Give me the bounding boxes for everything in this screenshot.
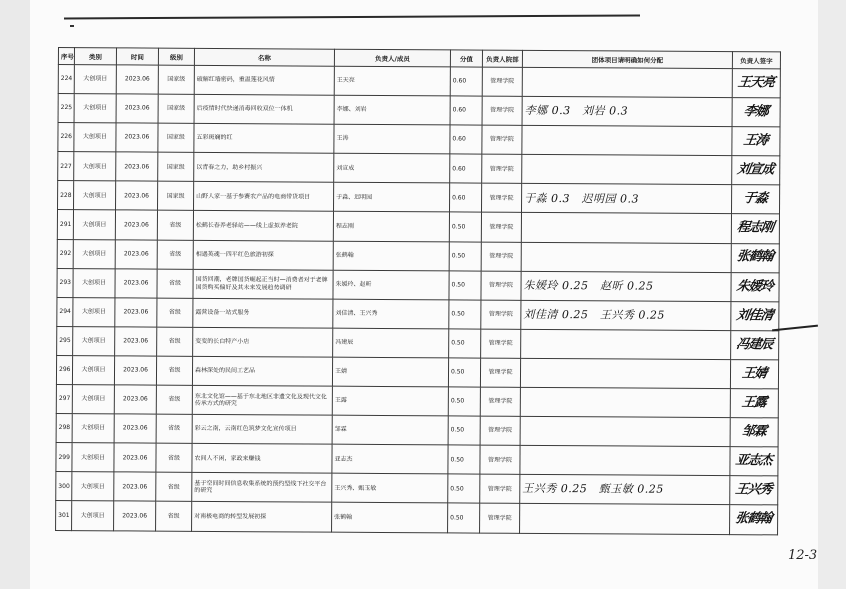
table-row (56, 385, 778, 419)
cell-level: 省级 (156, 443, 192, 472)
cell-allocation (522, 126, 732, 156)
header-name: 名称 (194, 48, 334, 66)
cell-college: 管理学院 (480, 387, 520, 416)
handwritten-signature: 张鹤翰 (736, 249, 775, 265)
cell-level: 省级 (156, 385, 192, 414)
cell-no: 295 (57, 326, 73, 355)
cell-time: 2023.06 (114, 472, 156, 501)
cell-category: 大创项目 (74, 152, 116, 181)
table-row (58, 94, 780, 128)
cell-time: 2023.06 (116, 181, 158, 210)
cell-no: 227 (58, 152, 74, 181)
cell-signature (732, 69, 780, 98)
handwritten-signature: 邹霖 (741, 424, 768, 440)
cell-time: 2023.06 (115, 327, 157, 356)
table-row (58, 65, 780, 99)
cell-category: 大创项目 (74, 123, 116, 152)
cell-score: 0.50 (448, 503, 480, 532)
header-no: 序号 (58, 48, 74, 65)
cell-allocation (521, 271, 731, 301)
scan-right-margin (818, 0, 846, 589)
handwritten-signature: 王露 (741, 395, 768, 411)
cell-level: 国家级 (158, 152, 194, 181)
cell-project-name: 山野人家一基于参赛农产品的电商带货项目 (194, 182, 334, 212)
cell-level: 省级 (156, 414, 192, 443)
table-row (58, 152, 780, 186)
cell-allocation (520, 416, 730, 446)
cell-leader: 张鹤翰 (332, 503, 448, 533)
page-number: 12-3 (788, 548, 818, 563)
cell-category: 大创项目 (72, 501, 114, 530)
cell-category: 大创项目 (72, 356, 114, 385)
cell-leader: 王天亮 (334, 66, 450, 96)
cell-leader: 冯建辰 (333, 328, 449, 358)
handwritten-signature: 冯建辰 (735, 336, 774, 353)
cell-no: 301 (56, 501, 72, 530)
cell-allocation (520, 358, 730, 388)
cell-time: 2023.06 (115, 298, 157, 327)
table-row (57, 297, 779, 331)
cell-time: 2023.06 (115, 239, 157, 268)
cell-signature (730, 389, 778, 418)
handwritten-signature: 于淼 (742, 191, 769, 207)
scan-left-margin (0, 0, 30, 589)
header-leader: 负责人/成员 (334, 49, 450, 67)
table-row (58, 181, 780, 215)
cell-score: 0.60 (450, 125, 482, 154)
cell-project-name: 东北文化馆——基于东北地区非遗文化及现代文化传承方式的研究 (192, 385, 332, 415)
cell-time: 2023.06 (114, 356, 156, 385)
cell-time: 2023.06 (116, 94, 158, 123)
table-row (57, 268, 779, 302)
cell-score: 0.60 (450, 154, 482, 183)
header-level: 级别 (158, 48, 194, 65)
cell-signature (731, 214, 779, 243)
cell-project-name: 破解红墙密码，重温莲花风情 (194, 65, 334, 95)
cell-leader: 刘宣成 (334, 153, 450, 183)
cell-category: 大创项目 (73, 326, 115, 355)
project-score-table (55, 47, 781, 535)
cell-category: 大创项目 (72, 385, 114, 414)
cell-college: 管理学院 (480, 474, 520, 503)
cell-allocation (521, 242, 731, 272)
table-row (58, 123, 780, 157)
cell-score: 0.50 (449, 300, 481, 329)
cell-leader: 刘佳清、王兴秀 (333, 299, 449, 329)
cell-leader: 王兴秀、甄玉敏 (332, 473, 448, 503)
handwritten-signature: 刘宣成 (736, 162, 775, 178)
cell-college: 管理学院 (481, 213, 521, 242)
cell-no: 297 (56, 385, 72, 414)
handwritten-signature: 王涛 (742, 133, 770, 149)
cell-level: 国家级 (158, 94, 194, 123)
cell-score: 0.60 (450, 96, 482, 125)
cell-time: 2023.06 (116, 65, 158, 94)
cell-project-name: 五彩斑斓的红 (194, 124, 334, 154)
cell-signature (731, 330, 779, 359)
table-row (56, 501, 778, 535)
cell-score: 0.50 (448, 358, 480, 387)
cell-allocation (522, 67, 732, 97)
cell-college: 管理学院 (482, 67, 522, 96)
cell-signature (731, 272, 779, 301)
cell-score: 0.50 (448, 474, 480, 503)
cell-signature (730, 505, 778, 534)
handwritten-allocation: 于淼 0.3 迟明园 0.3 (524, 191, 640, 206)
handwritten-signature: 朱媛玲 (736, 278, 775, 294)
cell-time: 2023.06 (115, 210, 157, 239)
cell-project-name: 以青春之力，助乡村振兴 (194, 153, 334, 183)
cell-project-name: 露营设备一站式服务 (193, 298, 333, 328)
handwritten-allocation: 朱媛玲 0.25 赵昕 0.25 (523, 278, 654, 293)
cell-leader: 邹霖 (332, 415, 448, 445)
handwritten-signature: 程志刚 (736, 220, 775, 236)
header-signature: 负责人签字 (732, 52, 780, 69)
cell-category: 大创项目 (72, 414, 114, 443)
header-college: 负责人院部 (482, 50, 522, 67)
cell-college: 管理学院 (480, 416, 520, 445)
cell-signature (732, 127, 780, 156)
cell-signature (730, 418, 778, 447)
handwritten-allocation: 王兴秀 0.25 甄玉敏 0.25 (522, 482, 664, 497)
cell-score: 0.50 (448, 416, 480, 445)
cell-no: 226 (58, 123, 74, 152)
cell-project-name: 农间人不闲，家政来赚钱 (192, 444, 332, 474)
cell-allocation (520, 504, 730, 534)
table-row (56, 443, 778, 477)
cell-category: 大创项目 (73, 297, 115, 326)
cell-time: 2023.06 (116, 123, 158, 152)
header-category: 类别 (74, 48, 116, 65)
cell-signature (732, 156, 780, 185)
cell-college: 管理学院 (481, 329, 521, 358)
cell-leader: 王婧 (332, 357, 448, 387)
cell-level: 省级 (157, 269, 193, 298)
cell-allocation (522, 155, 732, 185)
cell-signature (730, 360, 778, 389)
cell-leader: 朱媛玲、赵昕 (333, 270, 449, 300)
cell-project-name: 对南极电商的转型发展初探 (192, 502, 332, 532)
cell-level: 省级 (157, 327, 193, 356)
cell-allocation (521, 213, 731, 243)
cell-college: 管理学院 (480, 445, 520, 474)
cell-project-name: 松鹤长春养老驿站——线上虚拟养老院 (193, 211, 333, 241)
header-time: 时间 (116, 48, 158, 65)
cell-no: 292 (57, 239, 73, 268)
cell-project-name: 国货回潮，老牌国货崛起正当时—消费者对于老牌国货购买偏好及其未来发展趋势调研 (193, 269, 333, 299)
cell-leader: 亚志杰 (332, 444, 448, 474)
cell-no: 296 (56, 355, 72, 384)
cell-no: 224 (58, 65, 74, 94)
cell-college: 管理学院 (481, 300, 521, 329)
cell-allocation (521, 329, 731, 359)
cell-signature (730, 476, 778, 505)
cell-college: 管理学院 (481, 183, 521, 212)
cell-category: 大创项目 (72, 443, 114, 472)
cell-category: 大创项目 (74, 94, 116, 123)
cell-allocation (521, 184, 731, 214)
cell-category: 大创项目 (73, 210, 115, 239)
cell-time: 2023.06 (115, 269, 157, 298)
cell-signature (731, 301, 779, 330)
cell-no: 225 (58, 94, 74, 123)
table-row (56, 414, 778, 448)
cell-allocation (520, 387, 730, 417)
handwritten-signature: 王天亮 (737, 75, 776, 91)
cell-leader: 李娜、刘岩 (334, 95, 450, 125)
table-row (57, 210, 779, 244)
handwritten-signature: 张鹤翰 (734, 511, 773, 527)
cell-score: 0.50 (449, 212, 481, 241)
handwritten-signature: 王兴秀 (734, 482, 773, 498)
cell-signature (730, 447, 778, 476)
cell-time: 2023.06 (114, 414, 156, 443)
cell-leader: 王露 (332, 386, 448, 416)
cell-signature (731, 185, 779, 214)
cell-time: 2023.06 (114, 385, 156, 414)
cell-no: 293 (57, 268, 73, 297)
cell-score: 0.50 (449, 241, 481, 270)
cell-time: 2023.06 (116, 152, 158, 181)
cell-no: 294 (57, 297, 73, 326)
cell-project-name: 森林深处的民间工艺品 (192, 356, 332, 386)
cell-score: 0.50 (449, 329, 481, 358)
cell-leader: 于淼、迟明园 (333, 183, 449, 213)
cell-category: 大创项目 (74, 181, 116, 210)
header-score: 分值 (450, 50, 482, 67)
cell-leader: 张鹤翰 (333, 241, 449, 271)
cell-level: 省级 (157, 211, 193, 240)
table-row (56, 355, 778, 389)
cell-score: 0.50 (449, 271, 481, 300)
cell-score: 0.50 (448, 387, 480, 416)
cell-score: 0.60 (450, 67, 482, 96)
table-row (57, 326, 779, 360)
cell-category: 大创项目 (72, 472, 114, 501)
cell-level: 国家级 (158, 123, 194, 152)
cell-score: 0.50 (448, 445, 480, 474)
handwritten-signature: 王婧 (741, 366, 768, 382)
table-row (56, 472, 778, 506)
cell-project-name: 后疫情时代快递消毒回收双位一体机 (194, 94, 334, 124)
handwritten-allocation: 刘佳清 0.25 王兴秀 0.25 (523, 307, 665, 322)
cell-category: 大创项目 (73, 239, 115, 268)
cell-no: 300 (56, 472, 72, 501)
cell-college: 管理学院 (482, 96, 522, 125)
cell-category: 大创项目 (73, 268, 115, 297)
cell-signature (732, 98, 780, 127)
page-corner-mark (70, 25, 74, 27)
cell-level: 省级 (156, 472, 192, 501)
cell-allocation (520, 446, 730, 476)
cell-level: 国家级 (158, 65, 194, 94)
cell-time: 2023.06 (114, 443, 156, 472)
cell-college: 管理学院 (482, 125, 522, 154)
cell-college: 管理学院 (480, 503, 520, 532)
cell-no: 228 (58, 181, 74, 210)
cell-allocation (520, 475, 730, 505)
cell-college: 管理学院 (481, 271, 521, 300)
cell-level: 国家级 (158, 181, 194, 210)
cell-level: 省级 (156, 502, 192, 531)
cell-level: 省级 (157, 240, 193, 269)
handwritten-signature: 李娜 (743, 104, 770, 120)
cell-time: 2023.06 (114, 501, 156, 530)
cell-project-name: 彩云之南，云南红色筑梦文化宣传项目 (192, 414, 332, 444)
cell-no: 298 (56, 414, 72, 443)
cell-project-name: 变变的长白特产小店 (193, 327, 333, 357)
cell-college: 管理学院 (481, 242, 521, 271)
cell-college: 管理学院 (480, 358, 520, 387)
handwritten-signature: 亚志杰 (734, 453, 774, 469)
handwritten-allocation: 李娜 0.3 刘岩 0.3 (524, 104, 629, 118)
cell-allocation (522, 96, 732, 126)
cell-category: 大创项目 (74, 65, 116, 94)
cell-leader: 程志刚 (333, 212, 449, 242)
cell-signature (731, 243, 779, 272)
cell-college: 管理学院 (482, 154, 522, 183)
cell-no: 299 (56, 443, 72, 472)
table-row (57, 239, 779, 273)
cell-project-name: 相遇英魂一四平红色旅游初探 (193, 240, 333, 270)
header-allocation: 团体项目请明确如何分配 (522, 50, 732, 68)
table-body (56, 65, 781, 535)
cell-allocation (521, 300, 731, 330)
cell-level: 省级 (157, 298, 193, 327)
cell-no: 291 (57, 210, 73, 239)
cell-score: 0.60 (449, 183, 481, 212)
cell-level: 省级 (156, 356, 192, 385)
handwritten-signature: 刘佳清 (735, 307, 775, 324)
cell-leader: 王涛 (334, 124, 450, 154)
cell-project-name: 基于空间时间信息收集系统的预约型线下社交平台的研究 (192, 473, 332, 503)
